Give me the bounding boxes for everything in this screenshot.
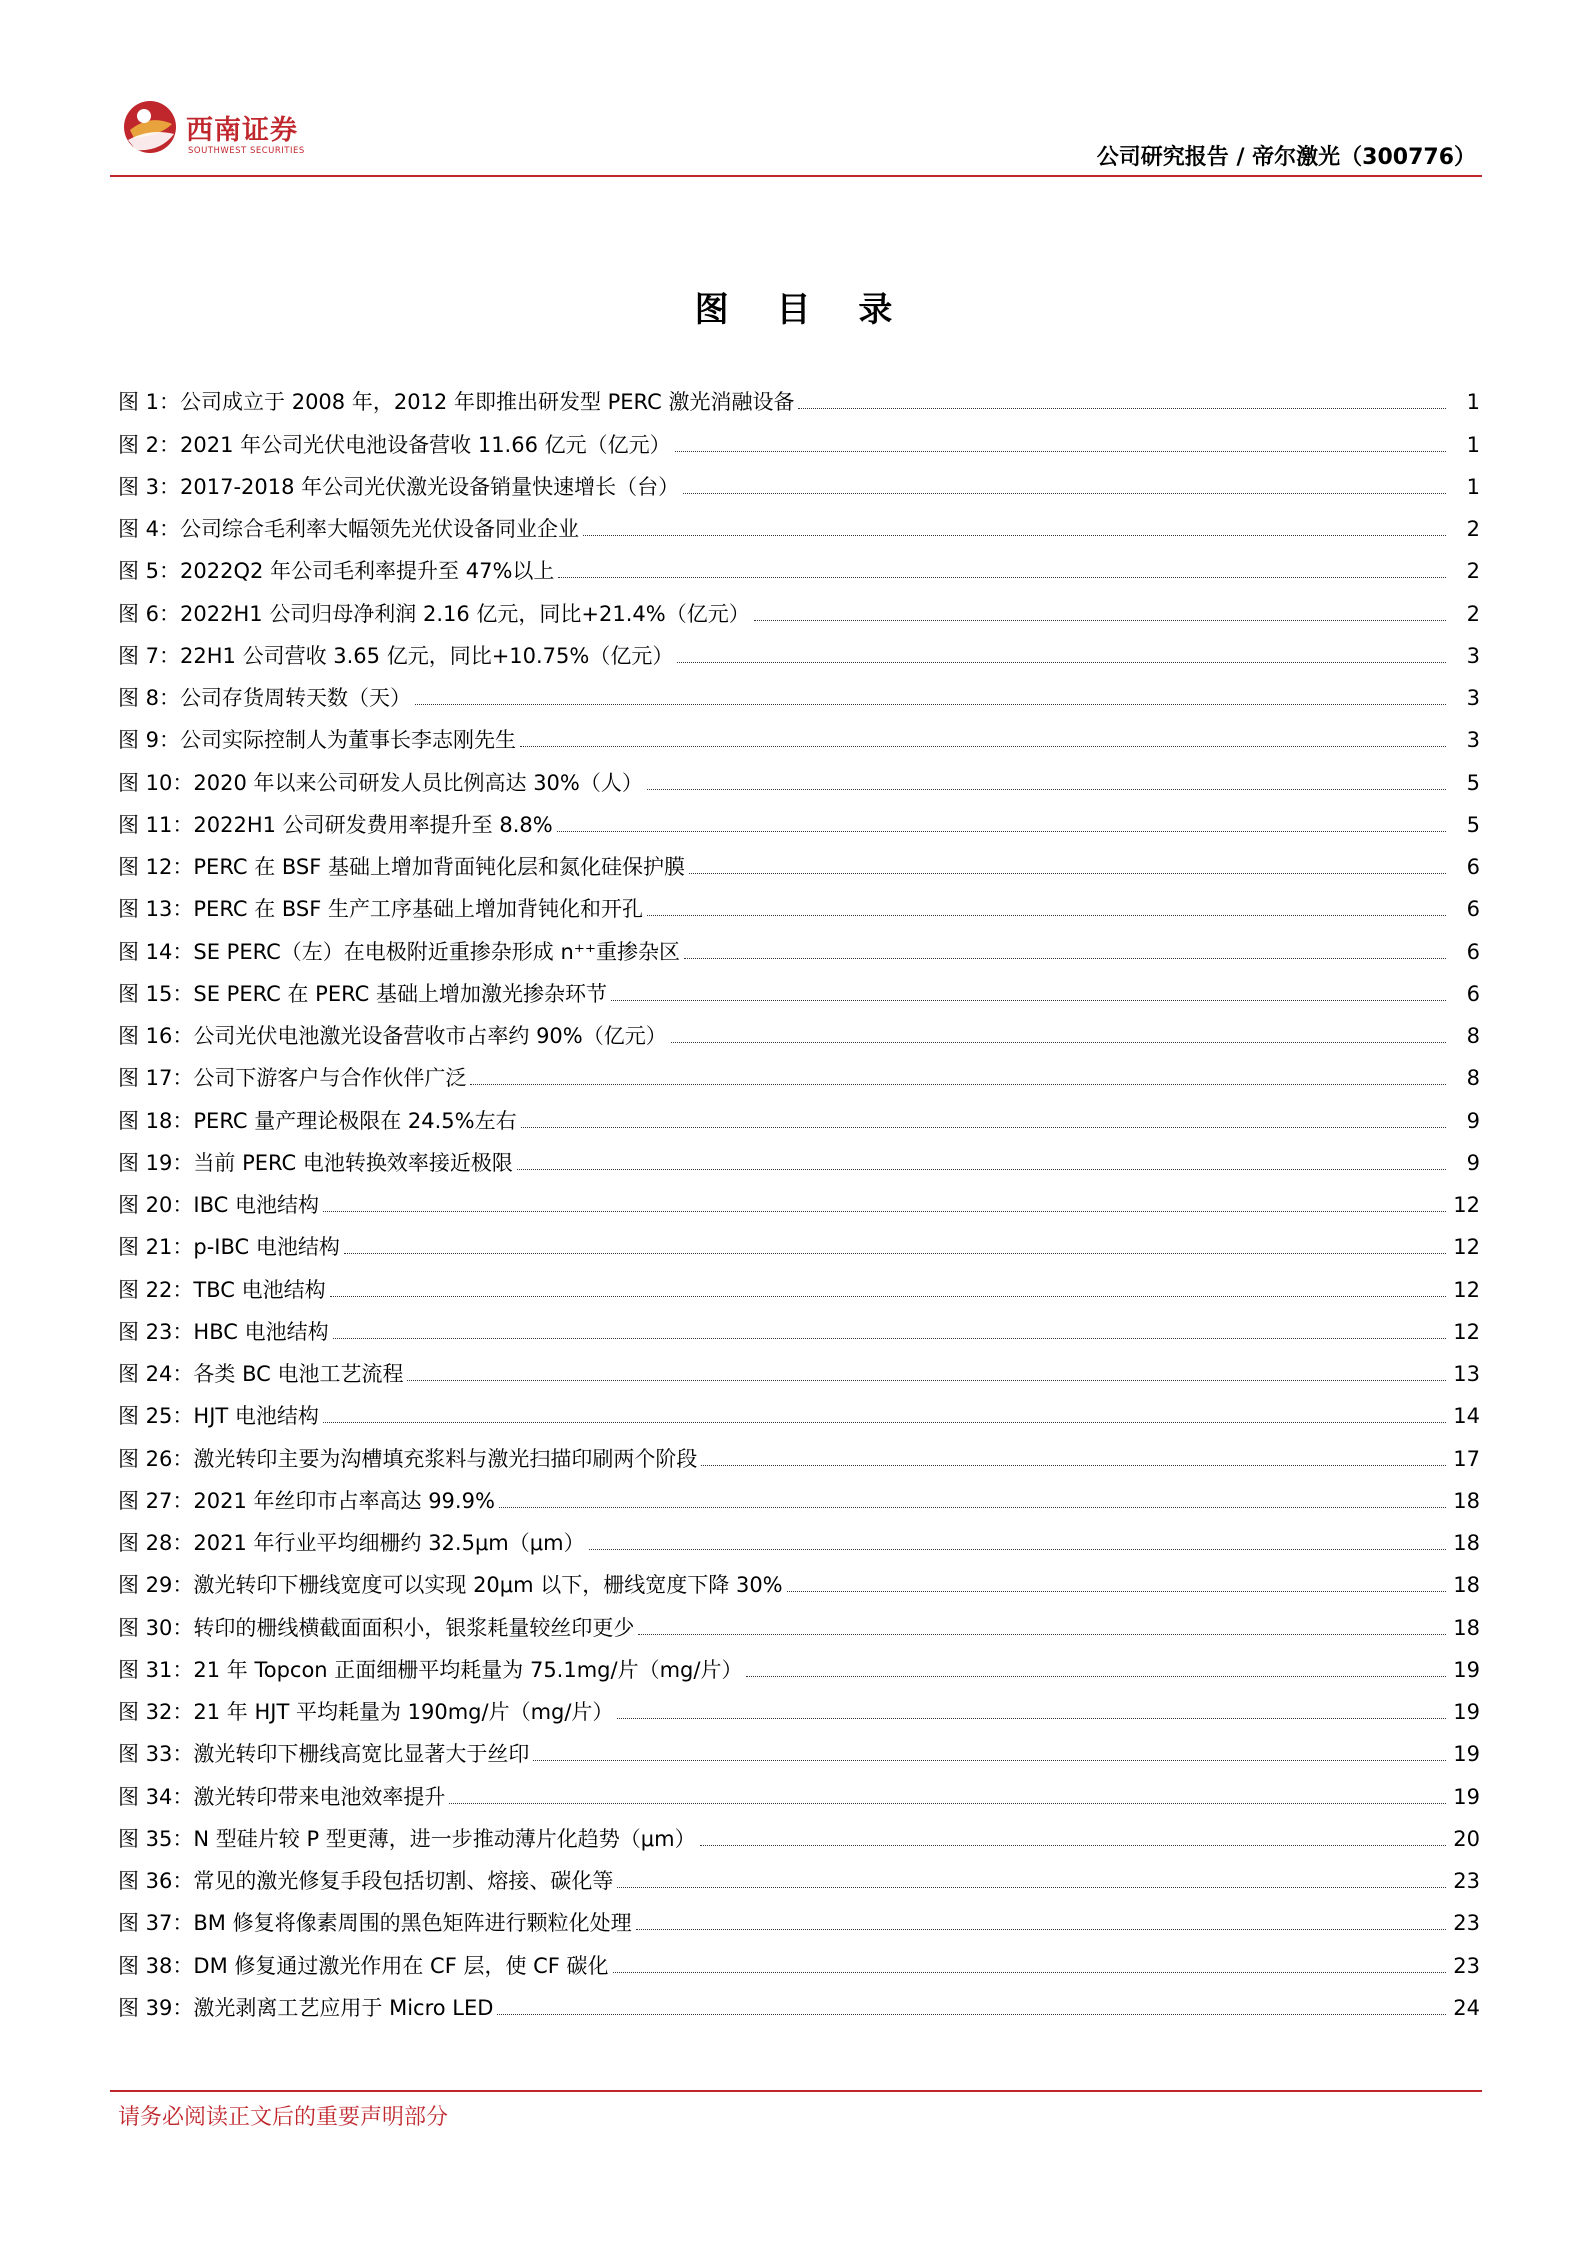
toc-page-number: 12 <box>1453 1319 1480 1344</box>
toc-entry[interactable] <box>118 1894 1480 1936</box>
toc-page-number: 20 <box>1453 1826 1480 1851</box>
toc-entry-label: 图 13：PERC 在 BSF 生产工序基础上增加背钝化和开孔 <box>118 897 644 922</box>
toc-leader-dots <box>323 1422 1446 1423</box>
toc-entry[interactable] <box>118 1345 1480 1387</box>
toc-entry-label: 图 24：各类 BC 电池工艺流程 <box>118 1362 404 1386</box>
toc-entry-label: 图 21：p-IBC 电池结构 <box>118 1235 340 1260</box>
toc-page-number: 2 <box>1466 517 1480 541</box>
toc-entry-label: 图 29：激光转印下栅线宽度可以实现 20μm 以下，栅线宽度下降 30% <box>118 1573 783 1598</box>
toc-entry-label: 图 3：2017-2018 年公司光伏激光设备销量快速增长（台） <box>118 474 680 499</box>
toc-entry[interactable] <box>118 1936 1480 1978</box>
toc-leader-dots <box>647 789 1446 790</box>
toc-leader-dots <box>470 1084 1446 1085</box>
toc-page-number: 5 <box>1466 770 1480 795</box>
toc-leader-dots <box>701 1465 1446 1466</box>
toc-entry[interactable] <box>118 1472 1480 1514</box>
toc-entry[interactable] <box>118 1514 1480 1556</box>
toc-entry[interactable] <box>118 1556 1480 1598</box>
footer-divider <box>110 2090 1482 2092</box>
toc-page-number: 8 <box>1466 1066 1480 1091</box>
toc-entry-label: 图 35：N 型硅片较 P 型更薄，进一步推动薄片化趋势（μm） <box>118 1826 696 1851</box>
toc-entry-label: 图 23：HBC 电池结构 <box>118 1319 329 1344</box>
toc-leader-dots <box>647 915 1446 916</box>
toc-entry[interactable] <box>118 1260 1480 1302</box>
toc-page-number: 1 <box>1466 474 1480 499</box>
toc-leader-dots <box>683 493 1446 494</box>
toc-leader-dots <box>684 958 1446 959</box>
company-logo <box>120 94 330 164</box>
toc-entry-label: 图 30：转印的栅线横截面面积小，银浆耗量较丝印更少 <box>118 1615 635 1640</box>
toc-entry[interactable] <box>118 500 1480 542</box>
toc-entry-label: 图 26：激光转印主要为沟槽填充浆料与激光扫描印刷两个阶段 <box>118 1446 698 1471</box>
toc-page-number: 23 <box>1453 1911 1480 1936</box>
toc-leader-dots <box>611 1000 1446 1001</box>
toc-entry-label: 图 33：激光转印下栅线高宽比显著大于丝印 <box>118 1742 530 1767</box>
toc-entry[interactable] <box>118 1007 1480 1049</box>
toc-page-number: 19 <box>1453 1784 1480 1809</box>
report-label: 公司研究报告 / 帝尔激光（300776） <box>1096 145 1476 170</box>
toc-entry-label: 图 36：常见的激光修复手段包括切割、熔接、碳化等 <box>118 1869 614 1893</box>
toc-entry-label: 图 1：公司成立于 2008 年，2012 年即推出研发型 PERC 激光消融设备 <box>118 390 795 415</box>
toc-leader-dots <box>407 1380 1446 1381</box>
toc-entry-label: 图 6：2022H1 公司归母净利润 2.16 亿元，同比+21.4%（亿元） <box>118 601 750 626</box>
toc-entry[interactable] <box>118 542 1480 584</box>
toc-page-number: 6 <box>1466 855 1480 879</box>
toc-page-number: 9 <box>1466 1150 1480 1175</box>
toc-entry-label: 图 12：PERC 在 BSF 基础上增加背面钝化层和氮化硅保护膜 <box>118 855 686 879</box>
toc-page-number: 18 <box>1453 1531 1480 1555</box>
toc-entry[interactable] <box>118 669 1480 711</box>
toc-entry[interactable] <box>118 1049 1480 1091</box>
toc-leader-dots <box>497 2014 1446 2015</box>
toc-page-number: 19 <box>1453 1700 1480 1724</box>
toc-leader-dots <box>689 873 1446 874</box>
toc-entry-label: 图 18：PERC 量产理论极限在 24.5%左右 <box>118 1108 517 1133</box>
toc-entry-label: 图 9：公司实际控制人为董事长李志刚先生 <box>118 728 517 753</box>
toc-page-number: 3 <box>1466 686 1480 710</box>
toc-title: 图 目 录 <box>694 290 911 330</box>
toc-entry[interactable] <box>118 965 1480 1007</box>
toc-page-number: 9 <box>1466 1108 1480 1133</box>
toc-leader-dots <box>344 1253 1446 1254</box>
toc-leader-dots <box>330 1296 1446 1297</box>
toc-entry[interactable] <box>118 1641 1480 1683</box>
toc-entry[interactable] <box>118 1725 1480 1767</box>
toc-entry-label: 图 4：公司综合毛利率大幅领先光伏设备同业企业 <box>118 517 580 541</box>
toc-leader-dots <box>583 535 1446 536</box>
toc-entry-label: 图 16：公司光伏电池激光设备营收市占率约 90%（亿元） <box>118 1024 667 1048</box>
toc-page-number: 2 <box>1466 601 1480 626</box>
toc-entry[interactable] <box>118 373 1480 415</box>
toc-entry-label: 图 25：HJT 电池结构 <box>118 1404 319 1429</box>
toc-leader-dots <box>521 1127 1446 1128</box>
toc-leader-dots <box>617 1718 1446 1719</box>
toc-leader-dots <box>638 1634 1446 1635</box>
toc-page-number: 18 <box>1453 1488 1480 1513</box>
toc-entry[interactable] <box>118 584 1480 626</box>
toc-entry[interactable] <box>118 880 1480 922</box>
toc-entry[interactable] <box>118 1091 1480 1133</box>
toc-page-number: 6 <box>1466 897 1480 922</box>
toc-entry-label: 图 7：22H1 公司营收 3.65 亿元，同比+10.75%（亿元） <box>118 643 674 668</box>
toc-leader-dots <box>746 1676 1446 1677</box>
toc-page-number: 12 <box>1453 1277 1480 1302</box>
toc-page-number: 6 <box>1466 981 1480 1006</box>
toc-entry[interactable] <box>118 627 1480 669</box>
toc-leader-dots <box>700 1845 1446 1846</box>
toc-entry[interactable] <box>118 1979 1480 2021</box>
toc-entry-label: 图 27：2021 年丝印市占率高达 99.9% <box>118 1488 495 1513</box>
toc-page-number: 17 <box>1453 1446 1480 1471</box>
toc-page-number: 24 <box>1453 1995 1480 2020</box>
toc-entry[interactable] <box>118 753 1480 795</box>
toc-entry[interactable] <box>118 1176 1480 1218</box>
toc-leader-dots <box>617 1887 1446 1888</box>
toc-entry-label: 图 28：2021 年行业平均细栅约 32.5μm（μm） <box>118 1531 585 1555</box>
toc-entry-label: 图 15：SE PERC 在 PERC 基础上增加激光掺杂环节 <box>118 981 607 1006</box>
toc-entry[interactable] <box>118 922 1480 964</box>
toc-page-number: 18 <box>1453 1573 1480 1598</box>
toc-page-number: 12 <box>1453 1235 1480 1260</box>
toc-leader-dots <box>798 408 1446 409</box>
toc-leader-dots <box>677 662 1446 663</box>
toc-entry[interactable] <box>118 796 1480 838</box>
toc-leader-dots <box>323 1211 1446 1212</box>
toc-entry-label: 图 34：激光转印带来电池效率提升 <box>118 1784 446 1809</box>
toc-entry-label: 图 32：21 年 HJT 平均耗量为 190mg/片（mg/片） <box>118 1700 614 1724</box>
toc-entry[interactable] <box>118 1387 1480 1429</box>
toc-entry-label: 图 39：激光剥离工艺应用于 Micro LED <box>118 1995 494 2020</box>
toc-leader-dots <box>754 620 1446 621</box>
footer-disclaimer: 请务必阅读正文后的重要声明部分 <box>118 2105 449 2130</box>
toc-page-number: 3 <box>1466 643 1480 668</box>
toc-entry[interactable] <box>118 1218 1480 1260</box>
toc-entry-label: 图 5：2022Q2 年公司毛利率提升至 47%以上 <box>118 559 555 584</box>
toc-entry[interactable] <box>118 1852 1480 1894</box>
toc-entry-label: 图 37：BM 修复将像素周围的黑色矩阵进行颗粒化处理 <box>118 1911 632 1936</box>
toc-leader-dots <box>613 1972 1446 1973</box>
toc-leader-dots <box>675 451 1446 452</box>
toc-entry-label: 图 38：DM 修复通过激光作用在 CF 层，使 CF 碳化 <box>118 1953 609 1978</box>
toc-entry-label: 图 19：当前 PERC 电池转换效率接近极限 <box>118 1150 513 1175</box>
toc-leader-dots <box>517 1169 1446 1170</box>
toc-page-number: 19 <box>1453 1742 1480 1767</box>
toc-entry-label: 图 14：SE PERC（左）在电极附近重掺杂形成 n⁺⁺重掺杂区 <box>118 939 680 964</box>
toc-page-number: 3 <box>1466 728 1480 753</box>
toc-entry[interactable] <box>118 1810 1480 1852</box>
toc-entry[interactable] <box>118 1683 1480 1725</box>
toc-leader-dots <box>557 831 1446 832</box>
toc-entry[interactable] <box>118 1767 1480 1809</box>
toc-page-number: 6 <box>1466 939 1480 964</box>
toc-page-number: 1 <box>1466 432 1480 457</box>
toc-page-number: 14 <box>1453 1404 1480 1429</box>
toc-entry-label: 图 22：TBC 电池结构 <box>118 1277 326 1302</box>
toc-page-number: 18 <box>1453 1615 1480 1640</box>
toc-entry[interactable] <box>118 458 1480 500</box>
toc-page-number: 13 <box>1453 1362 1480 1386</box>
toc-page-number: 8 <box>1466 1024 1480 1048</box>
toc-leader-dots <box>589 1549 1446 1550</box>
toc-leader-dots <box>558 577 1446 578</box>
toc-entry-label: 图 2：2021 年公司光伏电池设备营收 11.66 亿元（亿元） <box>118 432 671 457</box>
toc-leader-dots <box>499 1507 1446 1508</box>
toc-entry-label: 图 10：2020 年以来公司研发人员比例高达 30%（人） <box>118 770 643 795</box>
toc-entry-label: 图 20：IBC 电池结构 <box>118 1193 319 1217</box>
toc-entry[interactable] <box>118 1134 1480 1176</box>
toc-list <box>118 373 1480 2021</box>
toc-entry-label: 图 11：2022H1 公司研发费用率提升至 8.8% <box>118 812 553 837</box>
toc-entry-label: 图 17：公司下游客户与合作伙伴广泛 <box>118 1066 467 1091</box>
toc-leader-dots <box>787 1591 1446 1592</box>
toc-leader-dots <box>520 746 1446 747</box>
logo-chinese-name: 西南证券 <box>186 115 298 146</box>
logo-emblem-icon <box>120 94 182 164</box>
toc-leader-dots <box>671 1042 1446 1043</box>
toc-entry[interactable] <box>118 1598 1480 1640</box>
toc-leader-dots <box>415 704 1446 705</box>
toc-entry[interactable] <box>118 711 1480 753</box>
toc-entry-label: 图 8：公司存货周转天数（天） <box>118 686 412 710</box>
toc-entry[interactable] <box>118 415 1480 457</box>
toc-entry-label: 图 31：21 年 Topcon 正面细栅平均耗量为 75.1mg/片（mg/片） <box>118 1657 743 1682</box>
toc-entry[interactable] <box>118 1429 1480 1471</box>
toc-entry[interactable] <box>118 1303 1480 1345</box>
toc-page-number: 5 <box>1466 812 1480 837</box>
toc-page-number: 19 <box>1453 1657 1480 1682</box>
toc-page-number: 12 <box>1453 1193 1480 1217</box>
toc-leader-dots <box>533 1760 1446 1761</box>
toc-page-number: 23 <box>1453 1953 1480 1978</box>
toc-leader-dots <box>636 1929 1446 1930</box>
toc-page-number: 2 <box>1466 559 1480 584</box>
toc-entry[interactable] <box>118 838 1480 880</box>
toc-leader-dots <box>333 1338 1446 1339</box>
header-divider <box>110 175 1482 177</box>
logo-english-name: SOUTHWEST SECURITIES <box>188 146 305 156</box>
toc-page-number: 23 <box>1453 1869 1480 1893</box>
toc-page-number: 1 <box>1466 390 1480 415</box>
toc-leader-dots <box>449 1803 1446 1804</box>
page-header <box>110 88 1482 178</box>
